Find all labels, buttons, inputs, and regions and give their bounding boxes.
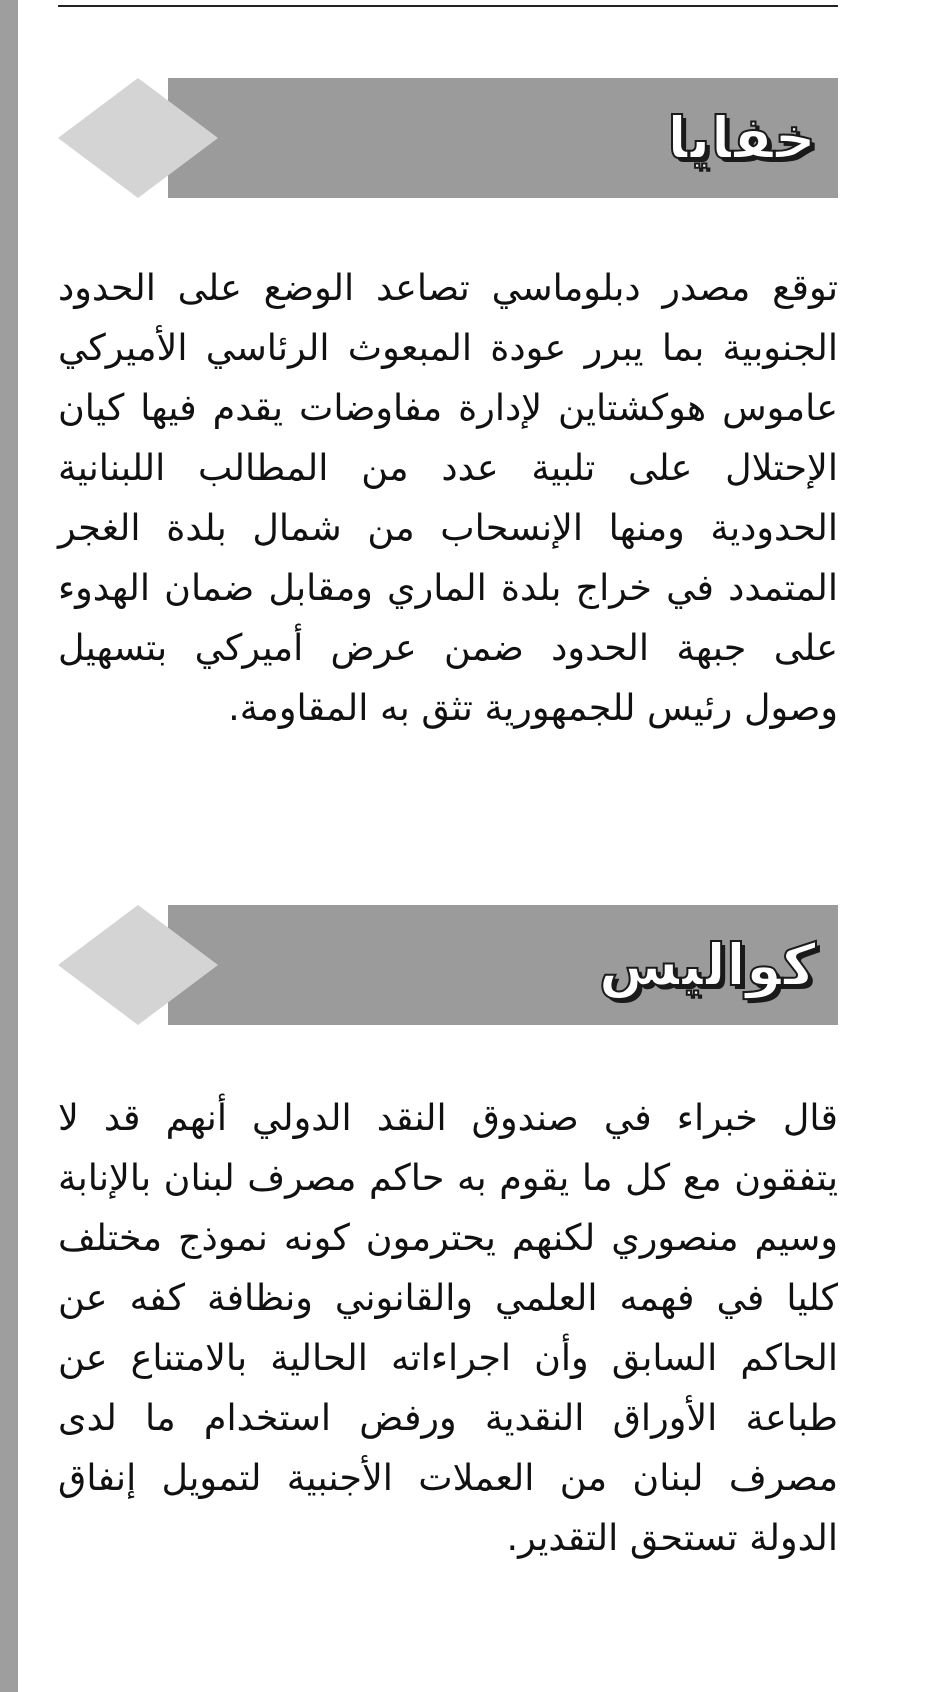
article-kawalees: قال خبراء في صندوق النقد الدولي أنهم قد لا يتفقون مع كل ما يقوم به حاكم مصرف لبنان بالإنابة وسيم منصوري لكنهم يحترمون كونه نموذج مختلف كليا في فهمه العلمي والقانوني ونظافة كفه عن الحاكم السابق وأن اجراءاته الحالية بالامتناع عن طباعة الأوراق النقدية ورفض استخدام ما لدى مصرف لبنان من العملات الأجنبية لتمويل إنفاق الدولة تستحق التقدير. (58, 1096, 838, 1559)
article-khafaya: توقع مصدر دبلوماسي تصاعد الوضع على الحدود الجنوبية بما يبرر عودة المبعوث الرئاسي الأميركي عاموس هوكشتاين لإدارة مفاوضات يقدم فيها كيان الإحتلال على تلبية عدد من المطالب اللبنانية الحدودية ومنها الإنسحاب من شمال بلدة الغجر المتمدد في خراج بلدة الماري ومقابل ضمان الهدوء على جبهة الحدود ضمن عرض أميركي بتسهيل وصول رئيس للجمهورية تثق به المقاومة. (58, 266, 838, 729)
section-title: خفايا (667, 104, 816, 172)
left-margin-rule (0, 0, 18, 1692)
top-divider-line (58, 5, 838, 7)
section-header-kawalees (58, 905, 838, 1025)
section-title: كواليس (598, 931, 816, 999)
section-header-khafaya (58, 78, 838, 198)
